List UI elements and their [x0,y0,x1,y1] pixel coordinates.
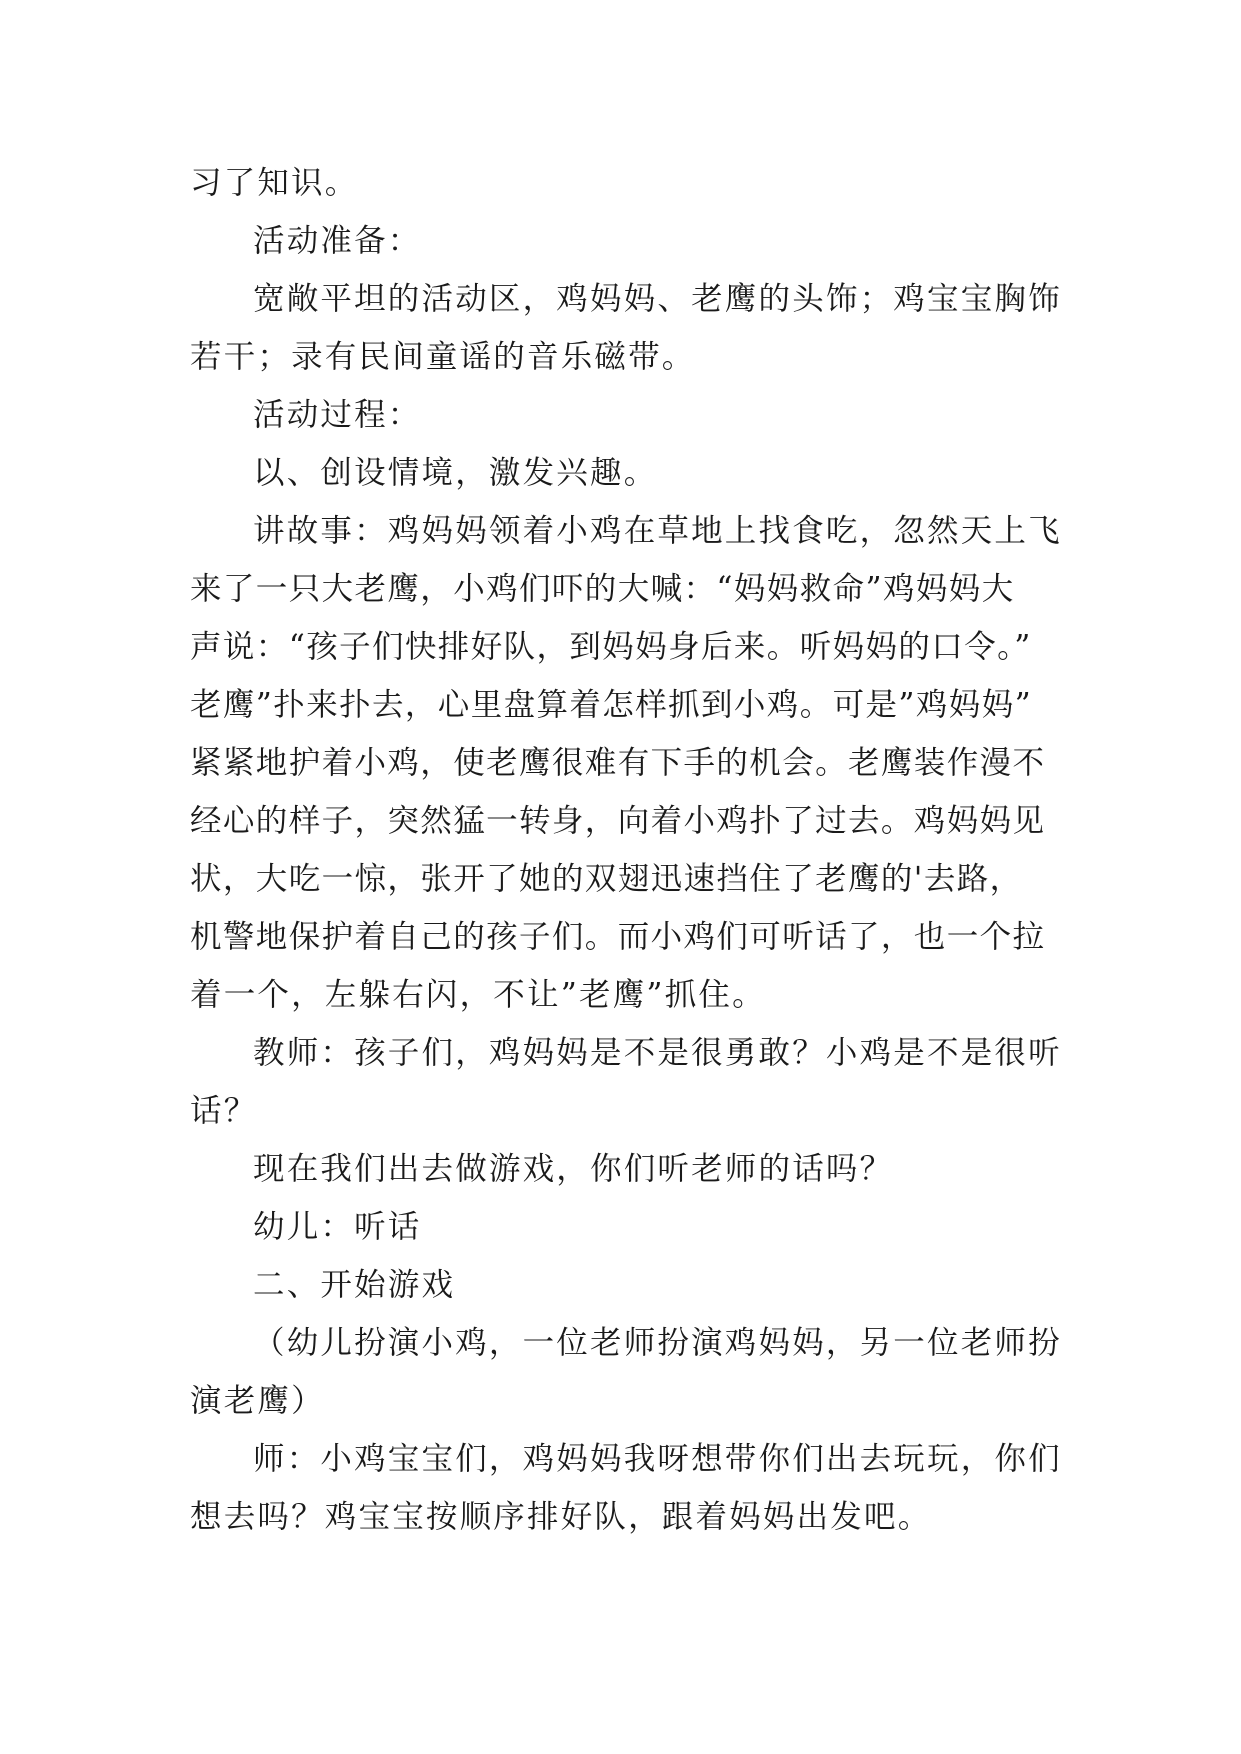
document-body [190,154,1062,1546]
text-line: 幼儿：听话 [253,1209,422,1245]
text-line: 声说：“孩子们快排好队，到妈妈身后来。听妈妈的口令。” [190,629,1032,665]
text-line: 教师：孩子们，鸡妈妈是不是很勇敢？小鸡是不是很听 [253,1035,1062,1071]
text-line: 师：小鸡宝宝们，鸡妈妈我呀想带你们出去玩玩，你们 [253,1441,1062,1477]
text-line: （幼儿扮演小鸡，一位老师扮演鸡妈妈，另一位老师扮 [253,1325,1062,1361]
text-line: 老鹰”扑来扑去，心里盘算着怎样抓到小鸡。可是”鸡妈妈” [190,687,1033,723]
text-line: 经心的样子，突然猛一转身，向着小鸡扑了过去。鸡妈妈见 [190,803,1046,839]
section-heading-preparation: 活动准备： [253,223,422,259]
text-line: 着一个，左躲右闪，不让”老鹰”抓住。 [190,977,766,1013]
text-line: 演老鹰） [190,1383,325,1419]
section-heading-process: 活动过程： [253,397,422,433]
text-line: 现在我们出去做游戏，你们听老师的话吗？ [253,1151,894,1187]
text-line: 宽敞平坦的活动区，鸡妈妈、老鹰的头饰；鸡宝宝胸饰 [253,281,1062,317]
text-line: 以、创设情境，激发兴趣。 [253,455,658,491]
text-line: 紧紧地护着小鸡，使老鹰很难有下手的机会。老鹰装作漫不 [190,745,1046,781]
text-line: 习了知识。 [190,165,359,201]
text-line: 机警地保护着自己的孩子们。而小鸡们可听话了，也一个拉 [190,919,1046,955]
text-line: 话？ [190,1093,258,1129]
section-heading-start-game: 二、开始游戏 [253,1267,456,1303]
text-line: 状，大吃一惊，张开了她的双翅迅速挡住了老鹰的'去路， [190,861,1023,897]
text-line: 讲故事：鸡妈妈领着小鸡在草地上找食吃，忽然天上飞 [253,513,1062,549]
text-line: 若干；录有民间童谣的音乐磁带。 [190,339,696,375]
text-line: 想去吗？鸡宝宝按顺序排好队，跟着妈妈出发吧。 [190,1499,932,1535]
text-line: 来了一只大老鹰，小鸡们吓的大喊：“妈妈救命”鸡妈妈大 [190,571,1015,607]
